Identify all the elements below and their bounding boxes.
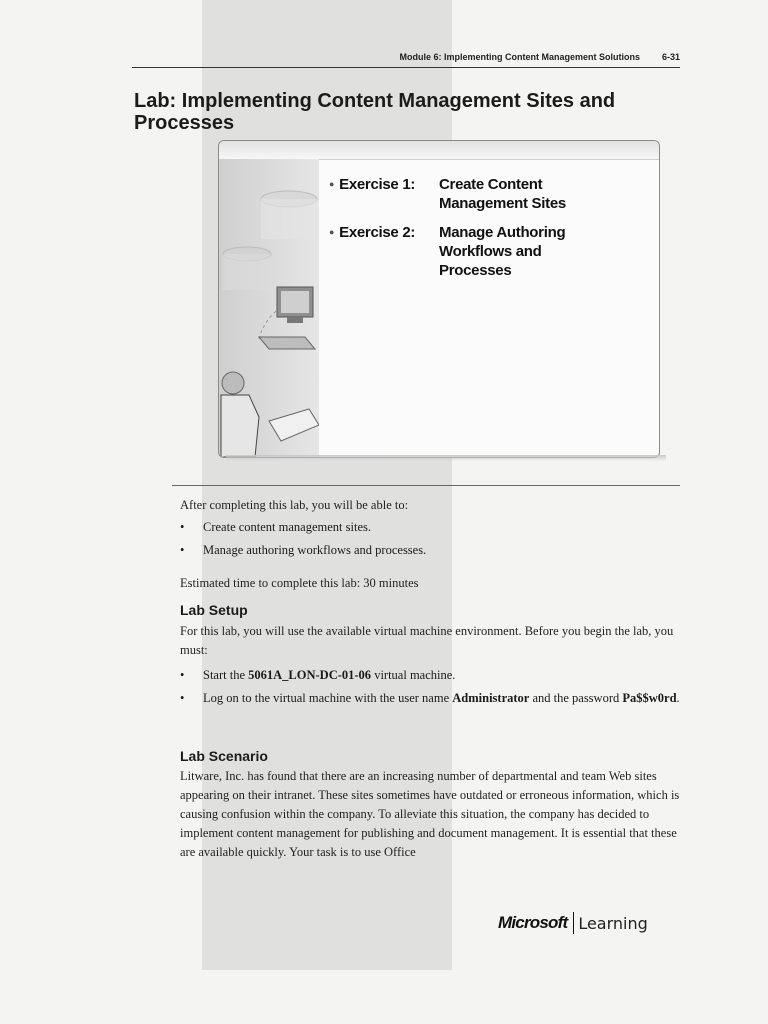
person-computer-icon xyxy=(219,159,319,457)
running-title: Module 6: Implementing Content Management Solutions xyxy=(399,52,640,62)
microsoft-learning-logo xyxy=(498,912,648,934)
slide-title-bar xyxy=(219,141,659,160)
lab-scenario-text: Litware, Inc. has found that there are an increasing number of departmental and team Web sites appearing on their intranet. These sites sometimes have outdated or erroneous information, which is causing confusion within the company. To alleviate this situation, the company has decided to implement content management for publishing and document management. It is essential that these are available quickly. Your task is to use Office xyxy=(180,769,680,859)
exercise-list xyxy=(329,175,649,290)
exercise-2-text: Manage Authoring Workflows and Processes xyxy=(439,224,566,279)
bullet-icon: ● xyxy=(329,179,335,189)
estimated-time: Estimated time to complete this lab: 30 minutes xyxy=(180,576,419,590)
logo-divider xyxy=(573,912,574,934)
page-number: 6-31 xyxy=(661,52,680,62)
exercise-1-text: Create Content Management Sites xyxy=(439,176,566,212)
setup-step-1: • Start the 5061A_LON-DC-01-06 virtual machine. xyxy=(180,666,680,685)
user-name: Administrator xyxy=(452,691,530,705)
exercise-2-label: Exercise 2: xyxy=(339,224,416,241)
objective-item: • Manage authoring workflows and processes. xyxy=(180,541,680,560)
objective-item: • Create content management sites. xyxy=(180,518,680,537)
slide-shadow xyxy=(226,455,666,461)
header-rule xyxy=(132,67,680,68)
exercise-1-label: Exercise 1: xyxy=(339,176,416,193)
setup-step-2: • Log on to the virtual machine with the user name Administrator and the password Pa$$w0rd. xyxy=(180,689,680,708)
intro-text: After completing this lab, you will be able to: xyxy=(180,498,409,512)
lab-slide xyxy=(218,140,660,458)
exercise-2 xyxy=(329,223,649,280)
lab-scenario-heading: Lab Scenario xyxy=(180,748,268,764)
product-name: Learning xyxy=(578,913,648,933)
lab-title: Lab: Implementing Content Management Sites and Processes xyxy=(134,90,616,134)
lab-setup-heading: Lab Setup xyxy=(180,602,248,618)
brand-name: Microsoft xyxy=(498,913,568,932)
lab-setup-text: For this lab, you will use the available virtual machine environment. Before you begin the lab, you must: xyxy=(180,624,674,657)
setup-steps xyxy=(180,666,680,712)
slide-illustration xyxy=(219,159,319,457)
running-header xyxy=(132,52,680,62)
bullet-icon: ● xyxy=(329,227,335,237)
objectives-list xyxy=(180,518,680,564)
password: Pa$$w0rd xyxy=(622,691,677,705)
exercise-1 xyxy=(329,175,649,213)
section-rule xyxy=(172,485,680,486)
vm-name: 5061A_LON-DC-01-06 xyxy=(248,668,372,682)
